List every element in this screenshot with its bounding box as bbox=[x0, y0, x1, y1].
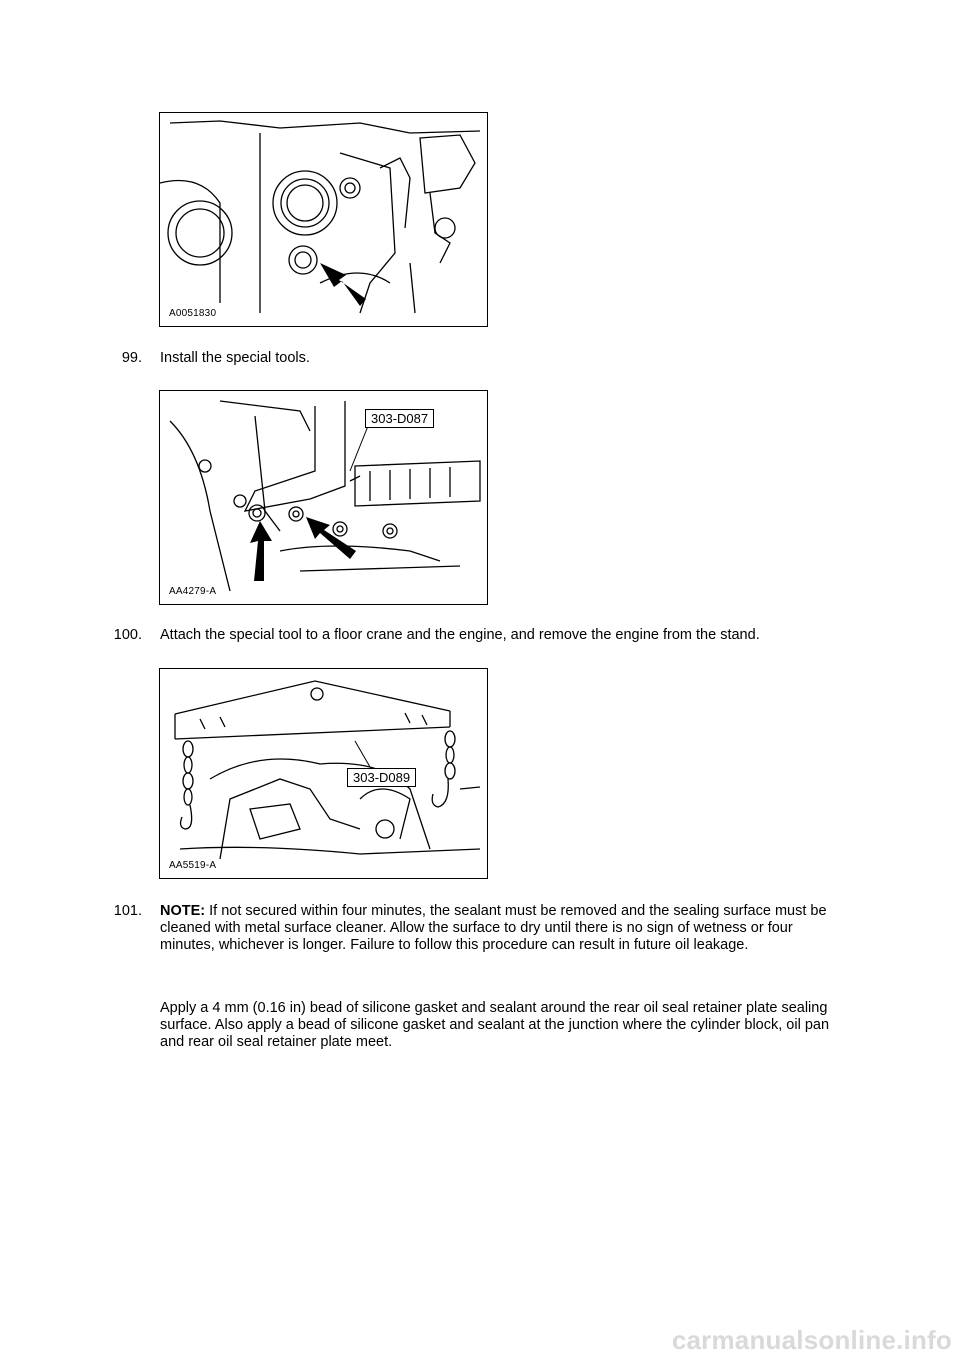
figure-special-tools bbox=[159, 390, 488, 605]
step-number: 101. bbox=[113, 903, 142, 919]
figure-id: AA4279-A bbox=[169, 586, 217, 597]
figure-special-tools-illustration bbox=[160, 391, 487, 604]
step-note bbox=[160, 903, 845, 954]
figure-oil-port-illustration bbox=[160, 113, 487, 326]
step-text: Apply a 4 mm (0.16 in) bead of silicone gasket and sealant around the rear oil seal retainer plate sealing surface. Also apply a bead of silicone gasket and sealant at the junction where the cylinder block, oil pan and rear oil seal retainer plate meet. bbox=[160, 1000, 830, 1050]
step-number: 99. bbox=[121, 350, 142, 366]
figure-id: AA5519-A bbox=[169, 860, 217, 871]
tool-callout-303-d087: 303-D087 bbox=[365, 409, 434, 428]
watermark: carmanualsonline.info bbox=[671, 1325, 952, 1355]
figure-id: A0051830 bbox=[169, 308, 217, 319]
note-text: If not secured within four minutes, the sealant must be removed and the sealing surface must be cleaned with metal surface cleaner. Allow the surface to dry until there is no sign of wetness or four minutes, whichever is longer. Failure to follow this procedure can result in future oil leakage. bbox=[160, 903, 827, 953]
note-label: NOTE: bbox=[160, 903, 206, 919]
step-text: Attach the special tool to a floor crane and the engine, and remove the engine from the stand. bbox=[160, 627, 760, 643]
figure-oil-port bbox=[159, 112, 488, 327]
figure-floor-crane bbox=[159, 668, 488, 879]
figure-floor-crane-illustration bbox=[160, 669, 487, 878]
tool-callout-303-d089: 303-D089 bbox=[347, 768, 416, 787]
step-number: 100. bbox=[113, 627, 142, 643]
step-text: Install the special tools. bbox=[160, 350, 310, 366]
